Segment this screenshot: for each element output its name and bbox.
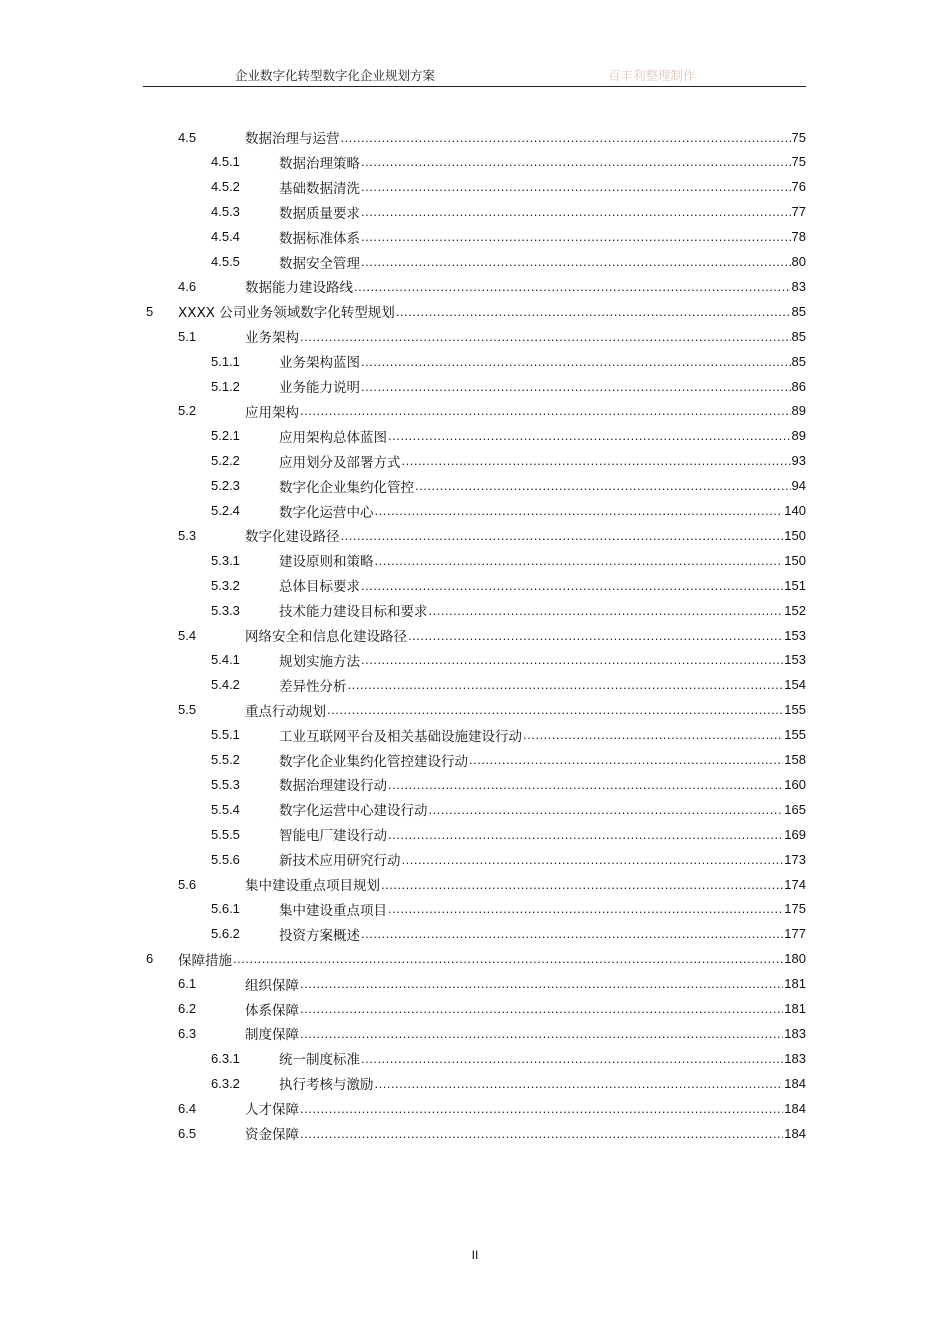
toc-entry-number: 4.5.3	[211, 204, 240, 220]
toc-entry-title: 网络安全和信息化建设路径	[245, 629, 407, 645]
toc-entry-title: 业务能力说明	[279, 380, 360, 396]
toc-entry-title: 总体目标要求	[279, 579, 360, 596]
toc-entry[interactable]	[211, 474, 806, 498]
toc-entry-title: 应用划分及部署方式	[279, 454, 401, 471]
toc-entry-page: 184	[784, 1125, 806, 1141]
toc-entry-number: 6.5	[178, 1125, 197, 1141]
toc-entry-title: 数据安全管理	[279, 255, 360, 272]
toc-entry-page: 150	[784, 552, 806, 568]
toc-entry-page: 94	[791, 478, 806, 494]
toc-entry-number: 4.5.2	[211, 179, 240, 195]
toc-leader-dots	[388, 777, 783, 792]
toc-entry[interactable]	[178, 1096, 806, 1120]
watermark-text: 百丰利整理制作	[608, 68, 696, 83]
toc-entry-page: 184	[784, 1100, 806, 1116]
toc-entry[interactable]	[178, 972, 806, 996]
toc-entry-number: 5.2.1	[211, 428, 240, 444]
toc-entry[interactable]	[178, 125, 806, 149]
toc-entry-page: 75	[791, 154, 806, 170]
toc-leader-dots	[361, 1051, 783, 1066]
toc-entry-page: 175	[784, 901, 806, 917]
toc-entry-title: 应用架构	[245, 404, 299, 421]
toc-entry[interactable]	[178, 1021, 806, 1045]
toc-entry[interactable]	[211, 548, 806, 572]
toc-leader-dots	[354, 279, 791, 294]
toc-entry-title: 数据治理建设行动	[279, 778, 387, 795]
toc-entry[interactable]	[211, 673, 806, 697]
toc-entry-number: 5.2.3	[211, 478, 240, 494]
toc-entry-title: 数字化企业集约化管控建设行动	[279, 753, 468, 770]
toc-entry[interactable]	[211, 897, 806, 921]
toc-entry-number: 5.5.1	[211, 727, 240, 743]
toc-entry[interactable]	[211, 822, 806, 846]
toc-entry-title: 数据质量要求	[279, 205, 360, 222]
toc-entry-title: 数字化企业集约化管控	[279, 479, 414, 496]
toc-leader-dots	[469, 752, 783, 767]
toc-entry-title: 数据标准体系	[279, 230, 360, 247]
toc-leader-dots	[348, 677, 784, 692]
toc-entry-number: 5.3.1	[211, 552, 240, 568]
toc-entry-page: 155	[784, 702, 806, 718]
toc-entry-page: 152	[784, 602, 806, 618]
toc-entry[interactable]	[178, 523, 806, 547]
document-title: 企业数字化转型数字化企业规划方案	[235, 68, 436, 83]
toc-entry-page: 154	[784, 677, 806, 693]
toc-leader-dots	[300, 1101, 783, 1116]
toc-leader-dots	[361, 254, 791, 269]
toc-entry-title: 数据治理策略	[279, 155, 360, 172]
toc-entry-title: 智能电厂建设行动	[279, 828, 387, 845]
toc-entry-title: 组织保障	[245, 977, 299, 994]
toc-leader-dots	[300, 976, 783, 991]
toc-leader-dots	[361, 354, 791, 369]
toc-entry-title: 人才保障	[245, 1102, 299, 1119]
toc-leader-dots	[523, 727, 783, 742]
toc-entry-title: 应用架构总体蓝图	[279, 429, 387, 446]
toc-entry-page: 181	[784, 976, 806, 992]
toc-entry-page: 77	[791, 204, 806, 220]
toc-entry-title: 新技术应用研究行动	[279, 853, 401, 870]
toc-entry[interactable]	[211, 772, 806, 796]
toc-entry-number: 5	[146, 303, 154, 319]
toc-entry-number: 4.5.4	[211, 229, 240, 245]
toc-entry-page: 76	[791, 179, 806, 195]
toc-entry-page: 155	[784, 727, 806, 743]
toc-entry-number: 5.2	[178, 403, 197, 419]
toc-leader-dots	[361, 379, 791, 394]
toc-entry-title: 数字化建设路径	[245, 529, 340, 546]
toc-leader-dots	[233, 951, 783, 966]
toc-entry-number: 5.5	[178, 702, 197, 718]
toc-entry-number: 6.2	[178, 1001, 197, 1016]
toc-entry[interactable]	[211, 225, 806, 249]
toc-entry-number: 5.1	[178, 328, 197, 344]
toc-entry-page: 153	[784, 627, 806, 643]
toc-leader-dots	[402, 453, 791, 468]
toc-leader-dots	[341, 130, 791, 145]
toc-entry-page: 89	[791, 403, 806, 419]
toc-entry[interactable]	[211, 374, 806, 398]
toc-entry-number: 4.5	[178, 129, 197, 145]
toc-entry-number: 6.1	[178, 976, 197, 992]
toc-leader-dots	[341, 528, 784, 543]
toc-leader-dots	[415, 478, 791, 493]
toc-entry-title: 投资方案概述	[279, 927, 360, 944]
toc-entry-title: 数字化运营中心	[279, 504, 374, 521]
toc-entry-page: 85	[791, 328, 806, 344]
toc-entry-number: 6.3.1	[211, 1050, 240, 1066]
toc-entry-page: 183	[784, 1050, 806, 1066]
toc-leader-dots	[300, 1001, 783, 1016]
toc-entry-title: 数据治理与运营	[245, 131, 340, 147]
toc-entry-number: 5.5.2	[211, 752, 240, 767]
page-header	[143, 64, 806, 87]
toc-entry[interactable]	[211, 1046, 806, 1070]
toc-entry[interactable]	[211, 598, 806, 622]
toc-entry-page: 78	[791, 229, 806, 245]
toc-leader-dots	[361, 578, 783, 593]
toc-leader-dots	[327, 702, 783, 717]
toc-entry-title: 业务架构	[245, 330, 299, 347]
toc-entry-title: 统一制度标准	[279, 1052, 360, 1069]
toc-entry-page: 85	[791, 303, 806, 319]
toc-entry[interactable]	[146, 299, 806, 323]
toc-entry-number: 5.1.1	[211, 353, 240, 369]
toc-entry-title: 集中建设重点项目	[279, 902, 387, 919]
toc-entry[interactable]	[211, 847, 806, 871]
toc-entry[interactable]	[178, 997, 806, 1021]
toc-entry-title: 保障措施	[178, 952, 232, 969]
toc-entry-title: 工业互联网平台及相关基础设施建设行动	[279, 728, 522, 745]
toc-entry-title: 基础数据清洗	[279, 180, 360, 197]
toc-leader-dots	[429, 603, 784, 618]
toc-entry-title: 制度保障	[245, 1027, 299, 1044]
toc-entry-page: 150	[784, 527, 806, 543]
toc-entry-page: 153	[784, 652, 806, 668]
toc-leader-dots	[429, 802, 784, 817]
toc-entry-title: 重点行动规划	[245, 703, 326, 720]
toc-entry[interactable]	[178, 1121, 806, 1145]
toc-entry-number: 6.3	[178, 1025, 197, 1041]
toc-entry-number: 5.6.1	[211, 901, 240, 917]
toc-entry-number: 5.5.6	[211, 851, 240, 867]
toc-leader-dots	[396, 304, 791, 319]
toc-entry-number: 5.6	[178, 876, 197, 892]
toc-entry-number: 5.1.2	[211, 378, 240, 394]
toc-entry-title: 数字化运营中心建设行动	[279, 803, 428, 820]
toc-leader-dots	[361, 179, 791, 194]
toc-entry[interactable]	[211, 797, 806, 821]
toc-entry[interactable]	[211, 1071, 806, 1095]
toc-entry-title: 执行考核与激励	[279, 1077, 374, 1094]
toc-leader-dots	[408, 628, 783, 643]
toc-leader-dots	[375, 553, 784, 568]
toc-entry-number: 4.5.5	[211, 254, 240, 269]
toc-leader-dots	[300, 329, 791, 344]
toc-entry-number: 4.6	[178, 278, 197, 294]
toc-entry-number: 6	[146, 951, 154, 967]
toc-leader-dots	[361, 926, 783, 941]
toc-entry[interactable]	[211, 150, 806, 174]
toc-entry[interactable]	[211, 424, 806, 448]
toc-entry[interactable]	[211, 175, 806, 199]
toc-entry-page: 183	[784, 1025, 806, 1041]
toc-entry-number: 5.4.1	[211, 652, 240, 668]
toc-entry[interactable]	[146, 947, 806, 971]
toc-entry[interactable]	[211, 449, 806, 473]
toc-entry-page: 165	[784, 801, 806, 817]
toc-entry-page: 173	[784, 851, 806, 867]
toc-entry[interactable]	[211, 723, 806, 747]
toc-leader-dots	[300, 1026, 783, 1041]
toc-entry[interactable]	[211, 499, 806, 523]
toc-entry-page: 177	[784, 926, 806, 942]
toc-entry[interactable]	[178, 698, 806, 722]
toc-entry[interactable]	[178, 324, 806, 348]
toc-entry-page: 80	[791, 254, 806, 269]
toc-entry[interactable]	[211, 573, 806, 597]
toc-leader-dots	[361, 154, 791, 169]
toc-entry[interactable]	[178, 274, 806, 298]
toc-entry[interactable]	[211, 200, 806, 224]
toc-entry-title: XXXX 公司业务领域数字化转型规划	[178, 305, 395, 322]
toc-entry-title: 规划实施方法	[279, 653, 360, 670]
toc-entry-page: 93	[791, 453, 806, 469]
toc-entry[interactable]	[211, 648, 806, 672]
toc-leader-dots	[388, 901, 783, 916]
toc-entry-page: 83	[791, 278, 806, 294]
toc-entry-number: 5.2.2	[211, 453, 240, 469]
toc-entry-page: 140	[784, 503, 806, 518]
toc-entry-title: 体系保障	[245, 1002, 299, 1019]
toc-entry-title: 集中建设重点项目规划	[245, 878, 380, 894]
toc-entry-number: 5.5.4	[211, 801, 240, 817]
toc-entry-number: 5.2.4	[211, 503, 240, 518]
toc-entry-number: 5.3	[178, 527, 197, 543]
toc-entry-title: 数据能力建设路线	[245, 280, 353, 297]
toc-entry-number: 6.4	[178, 1100, 197, 1116]
toc-leader-dots	[361, 204, 791, 219]
toc-leader-dots	[361, 652, 783, 667]
toc-entry[interactable]	[211, 748, 806, 772]
toc-entry-page: 86	[791, 378, 806, 394]
toc-entry-page: 85	[791, 353, 806, 369]
toc-entry-page: 158	[784, 752, 806, 767]
toc-entry-number: 6.3.2	[211, 1075, 240, 1091]
toc-entry-number: 4.5.1	[211, 154, 240, 170]
toc-leader-dots	[388, 827, 783, 842]
toc-entry[interactable]	[211, 349, 806, 373]
toc-leader-dots	[381, 877, 783, 892]
toc-entry-number: 5.5.5	[211, 826, 240, 842]
toc-entry-title: 建设原则和策略	[279, 554, 374, 571]
toc-leader-dots	[300, 403, 791, 418]
toc-leader-dots	[402, 852, 784, 867]
toc-entry-page: 160	[784, 776, 806, 792]
toc-entry-page: 181	[784, 1001, 806, 1016]
toc-entry-title: 业务架构蓝图	[279, 355, 360, 372]
toc-entry-page: 75	[791, 129, 806, 145]
toc-leader-dots	[375, 503, 784, 518]
toc-entry-number: 5.3.2	[211, 577, 240, 593]
toc-entry-number: 5.3.3	[211, 602, 240, 618]
toc-entry[interactable]	[211, 922, 806, 946]
toc-entry-title: 资金保障	[245, 1127, 299, 1143]
toc-entry[interactable]	[211, 250, 806, 274]
toc-entry-title: 差异性分析	[279, 678, 347, 695]
toc-entry-number: 5.4.2	[211, 677, 240, 693]
toc-entry-page: 174	[784, 876, 806, 892]
toc-entry[interactable]	[178, 623, 806, 647]
toc-leader-dots	[300, 1126, 783, 1141]
toc-entry-page: 184	[784, 1075, 806, 1091]
toc-entry-page: 89	[791, 428, 806, 444]
toc-entry-page: 180	[784, 951, 806, 967]
toc-entry-page: 169	[784, 826, 806, 842]
toc-entry-title: 技术能力建设目标和要求	[279, 604, 428, 621]
toc-entry-number: 5.5.3	[211, 776, 240, 792]
toc-leader-dots	[388, 428, 791, 443]
toc-entry[interactable]	[178, 872, 806, 896]
toc-entry[interactable]	[178, 399, 806, 423]
page-number: II	[471, 1248, 479, 1262]
toc-entry-page: 151	[784, 577, 806, 593]
toc-entry-number: 5.6.2	[211, 926, 240, 942]
toc-entry-number: 5.4	[178, 627, 197, 643]
toc-leader-dots	[361, 229, 791, 244]
toc-leader-dots	[375, 1076, 784, 1091]
